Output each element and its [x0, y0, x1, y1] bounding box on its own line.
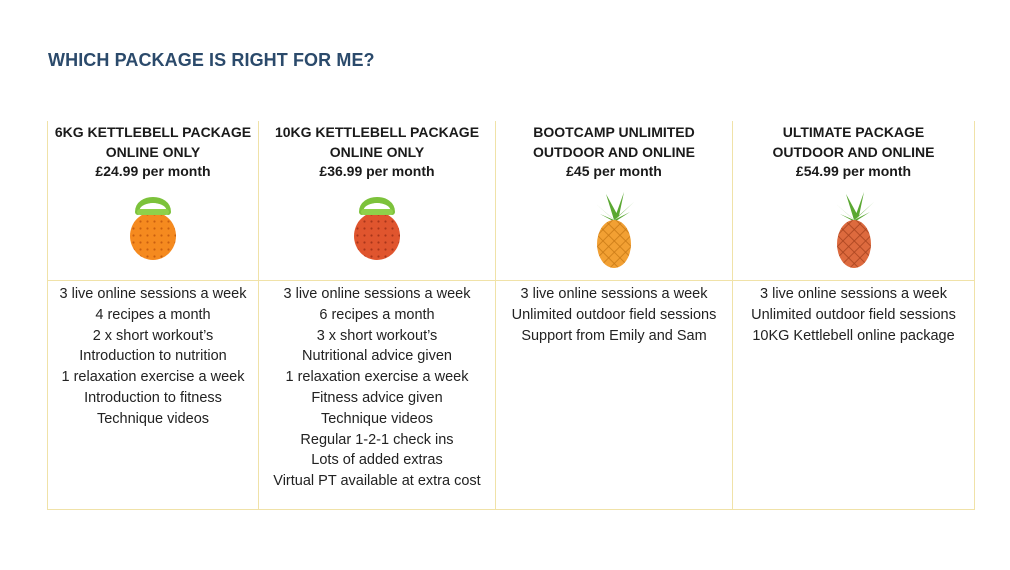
- feature-item: Virtual PT available at extra cost: [273, 473, 481, 490]
- kettlebell-icon: [123, 190, 183, 262]
- features-ultimate: [733, 281, 975, 510]
- feature-item: 4 recipes a month: [95, 306, 211, 323]
- pineapple-icon: [826, 190, 882, 270]
- pineapple-icon: [586, 190, 642, 270]
- package-features-row: [48, 281, 975, 510]
- feature-item: 3 live online sessions a week: [283, 286, 471, 302]
- package-header-10kg: [259, 121, 496, 281]
- feature-item: Lots of added extras: [311, 452, 443, 469]
- feature-item: Unlimited outdoor field sessions: [751, 306, 956, 323]
- feature-item: Support from Emily and Sam: [521, 327, 707, 344]
- feature-item: 3 live online sessions a week: [520, 286, 708, 302]
- package-mode: ONLINE ONLY: [105, 143, 201, 160]
- feature-item: 6 recipes a month: [319, 306, 435, 323]
- package-name: 10KG KETTLEBELL PACKAGE: [274, 124, 480, 140]
- feature-item: 3 live online sessions a week: [760, 286, 947, 302]
- feature-list: [259, 284, 495, 492]
- feature-list: [496, 284, 732, 346]
- package-mode: ONLINE ONLY: [329, 143, 425, 160]
- package-header-6kg: [48, 121, 259, 281]
- feature-item: Unlimited outdoor field sessions: [511, 306, 717, 323]
- package-mode: OUTDOOR AND ONLINE: [772, 143, 935, 160]
- kettlebell-icon: [347, 190, 407, 262]
- package-header-ultimate: [733, 121, 975, 281]
- feature-item: Technique videos: [320, 410, 434, 427]
- feature-item: Technique videos: [96, 410, 210, 427]
- feature-item: 3 live online sessions a week: [59, 286, 247, 302]
- feature-item: 1 relaxation exercise a week: [61, 369, 245, 386]
- package-price: £36.99 per month: [319, 163, 435, 179]
- feature-item: 10KG Kettlebell online package: [752, 327, 955, 344]
- feature-item: 2 x short workout’s: [92, 327, 214, 344]
- feature-list: [48, 284, 258, 430]
- feature-item: Introduction to fitness: [84, 389, 222, 406]
- package-header-row: [48, 121, 975, 281]
- page-title: WHICH PACKAGE IS RIGHT FOR ME?: [48, 50, 375, 70]
- package-price: £54.99 per month: [795, 163, 912, 179]
- features-6kg: [48, 281, 259, 510]
- feature-item: Regular 1-2-1 check ins: [300, 431, 454, 448]
- packages-table: [47, 121, 975, 510]
- package-mode: OUTDOOR AND ONLINE: [532, 143, 696, 160]
- package-price: £24.99 per month: [95, 163, 211, 179]
- package-header-bootcamp: [496, 121, 733, 281]
- feature-item: Nutritional advice given: [302, 348, 452, 365]
- feature-list: [733, 284, 974, 346]
- features-bootcamp: [496, 281, 733, 510]
- package-name: 6KG KETTLEBELL PACKAGE: [54, 124, 252, 140]
- feature-item: Introduction to nutrition: [79, 348, 227, 365]
- feature-item: 3 x short workout’s: [316, 327, 438, 344]
- features-10kg: [259, 281, 496, 510]
- package-price: £45 per month: [566, 163, 662, 179]
- package-name: BOOTCAMP UNLIMITED: [533, 124, 695, 140]
- feature-item: 1 relaxation exercise a week: [285, 369, 469, 386]
- package-name: ULTIMATE PACKAGE: [782, 124, 925, 140]
- feature-item: Fitness advice given: [311, 389, 443, 406]
